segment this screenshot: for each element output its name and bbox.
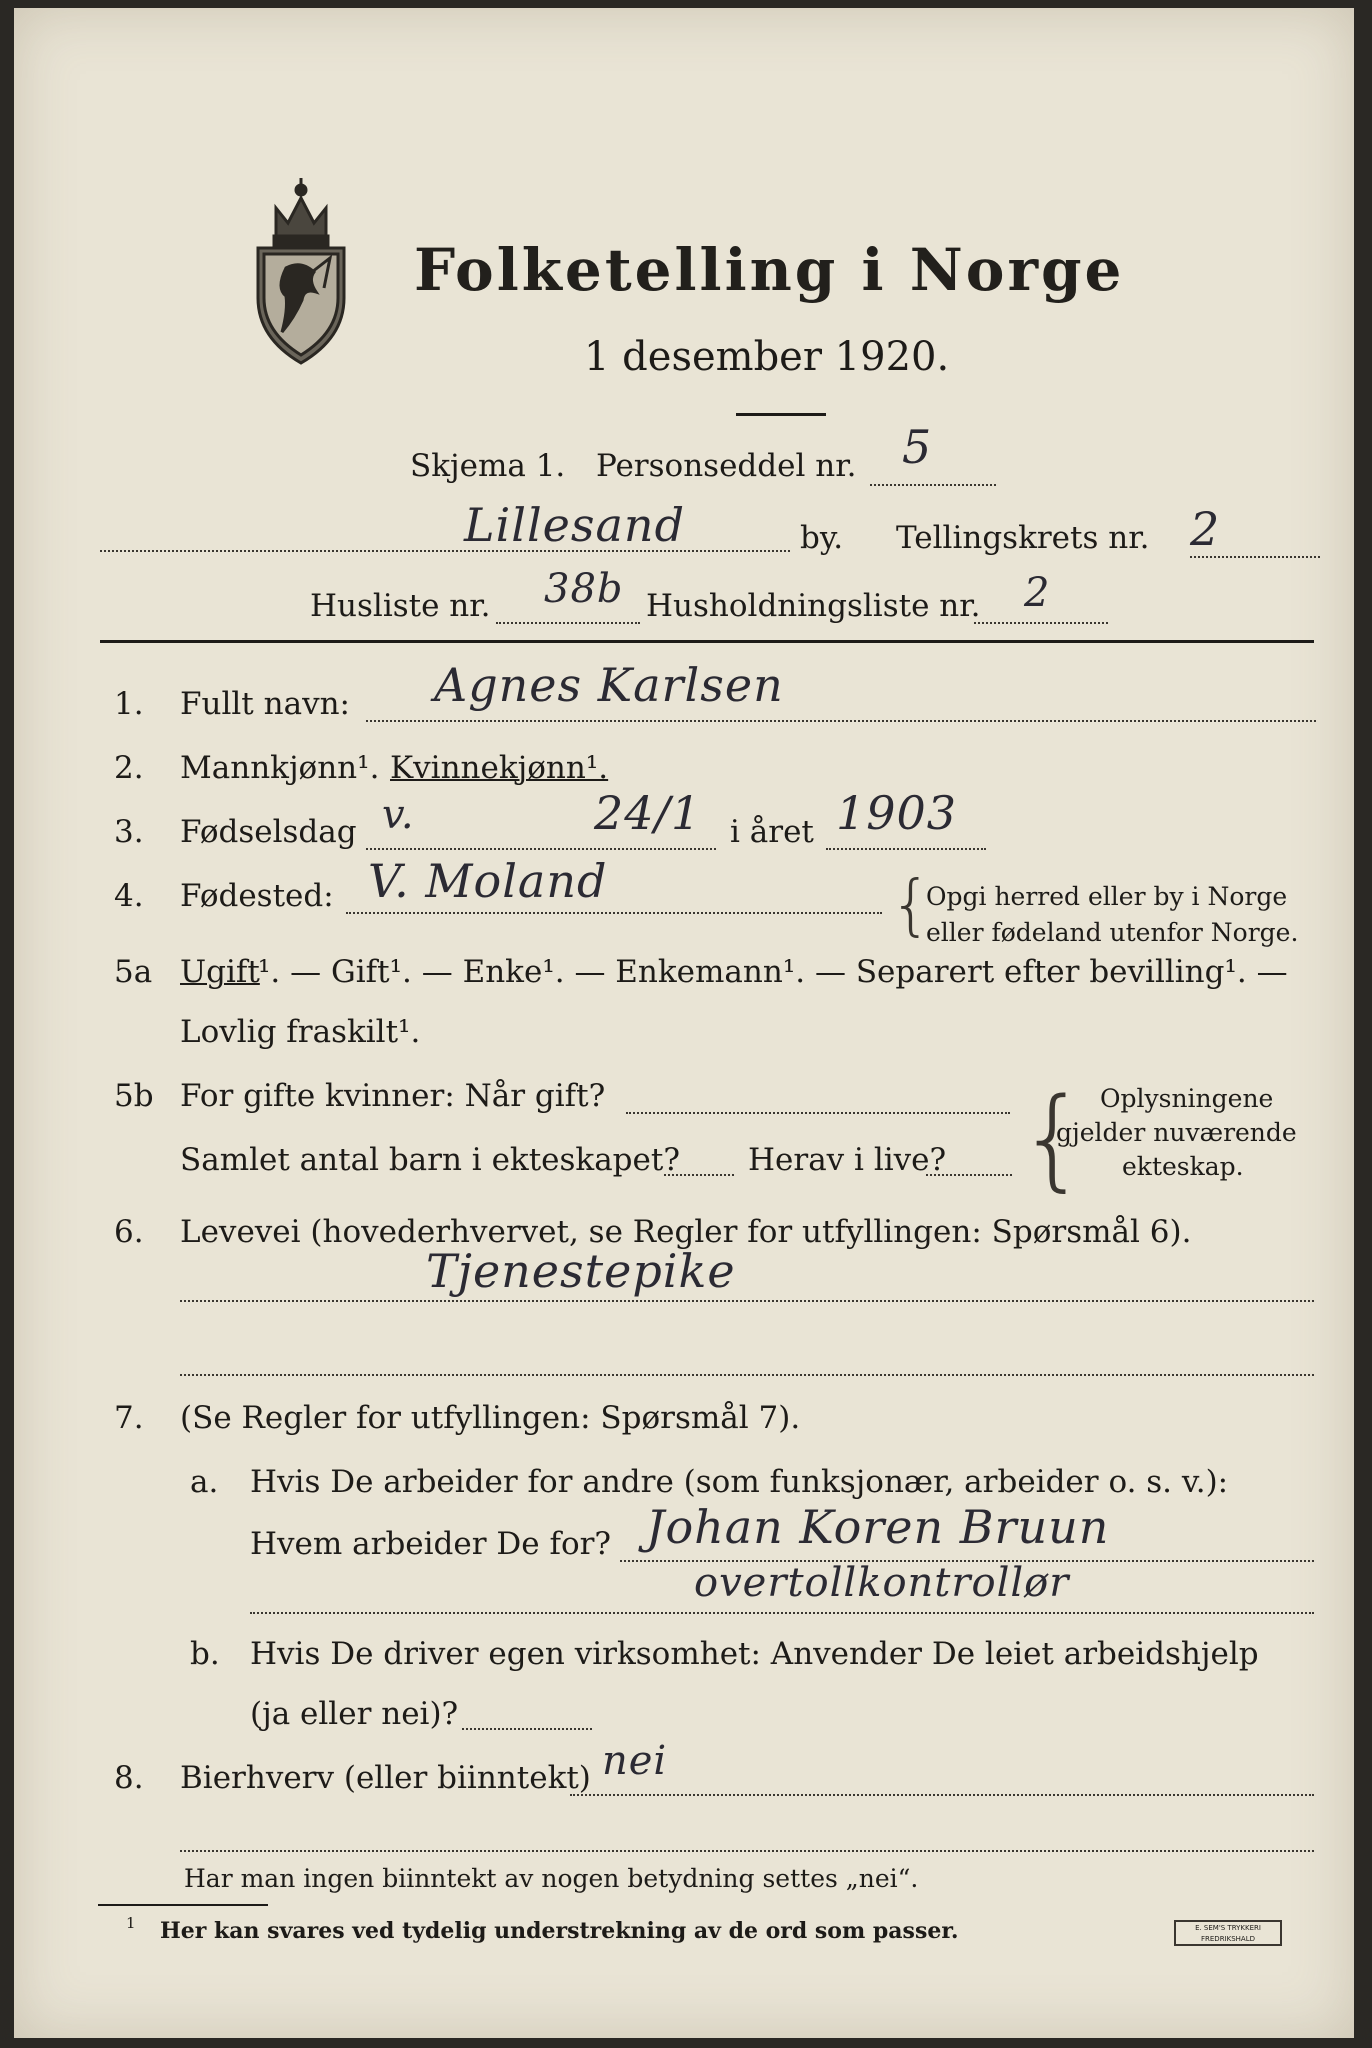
q4-note-line2: eller fødeland utenfor Norge.: [926, 918, 1299, 947]
q5b-married-line: [626, 1112, 1010, 1114]
by-value: Lillesand: [464, 498, 686, 552]
footnote-rule: [98, 1904, 268, 1906]
printer-stamp-line2: FREDRIKSHALD: [1200, 1935, 1255, 1943]
q3-year-value: 1903: [836, 786, 958, 840]
q8-number: 8.: [114, 1760, 144, 1796]
q5a-number: 5a: [114, 954, 153, 990]
printer-stamp-line1: E. SEM'S TRYKKERI: [1195, 1924, 1261, 1932]
q6-number: 6.: [114, 1214, 144, 1250]
q7b-letter: b.: [190, 1636, 220, 1672]
q3-label: Fødselsdag: [180, 814, 357, 850]
q5a-line2: Lovlig fraskilt¹.: [180, 1014, 421, 1050]
personseddel-line: [870, 484, 996, 486]
q4-number: 4.: [114, 878, 144, 914]
q7a-employer-title: overtollkontrollør: [694, 1560, 1070, 1606]
footnote-text: Her kan svares ved tydelig understrekning av de ord som passer.: [160, 1918, 959, 1944]
husholdning-label: Husholdningsliste nr.: [646, 588, 981, 624]
q5b-children-label: Samlet antal barn i ekteskapet?: [180, 1142, 680, 1178]
q5b-alive-line: [926, 1174, 1012, 1176]
husliste-label: Husliste nr.: [310, 588, 491, 624]
q2-kvinnekjonn-underlined: Kvinnekjønn¹.: [390, 750, 609, 786]
q6-label: Levevei (hovederhvervet, se Regler for utfyllingen: Spørsmål 6).: [180, 1214, 1192, 1250]
q5b-brace: {: [1018, 1074, 1088, 1202]
q6-line2: [180, 1374, 1314, 1376]
husliste-value: 38b: [544, 566, 624, 612]
norwegian-coat-of-arms-icon: [246, 168, 356, 368]
q2-number: 2.: [114, 750, 144, 786]
q8-value: nei: [602, 1738, 668, 1784]
q7a-letter: a.: [190, 1464, 219, 1500]
personseddel-label: Personseddel nr.: [596, 448, 857, 484]
biinntekt-note: Har man ingen biinntekt av nogen betydning settes „nei“.: [184, 1864, 919, 1893]
q5b-children-line: [664, 1174, 734, 1176]
tellingskrets-value: 2: [1190, 502, 1221, 556]
printer-stamp: [1174, 1920, 1282, 1946]
q4-note-line1: Opgi herred eller by i Norge: [926, 882, 1288, 911]
q1-number: 1.: [114, 686, 144, 722]
q5b-alive-label: Herav i live?: [748, 1142, 947, 1178]
by-label: by.: [800, 520, 844, 556]
q7b-line1: Hvis De driver egen virksomhet: Anvender De leiet arbeidshjelp: [250, 1636, 1259, 1672]
q3-day-value: 24/1: [594, 786, 702, 840]
husholdning-value: 2: [1024, 570, 1051, 616]
q3-prefix: v.: [382, 792, 415, 838]
q5b-line1: For gifte kvinner: Når gift?: [180, 1078, 606, 1114]
husholdning-line: [974, 622, 1108, 624]
tellingskrets-line: [1190, 556, 1320, 558]
q3-number: 3.: [114, 814, 144, 850]
title-divider: [736, 413, 826, 416]
q4-line: [346, 912, 882, 914]
q3-year-label: i året: [730, 814, 814, 850]
q7-label: (Se Regler for utfyllingen: Spørsmål 7).: [180, 1400, 801, 1436]
footnote-mark: 1: [126, 1914, 136, 1932]
q1-line: [366, 720, 1316, 722]
form-title: Folketelling i Norge: [414, 236, 1125, 304]
q5b-note-line3: ekteskap.: [1122, 1152, 1244, 1181]
q8-line1: [570, 1794, 1314, 1796]
census-form-page: [14, 8, 1354, 2038]
q6-line1: [180, 1300, 1314, 1302]
by-line: [100, 550, 790, 552]
skjema-label: Skjema 1.: [410, 448, 566, 484]
q1-value: Agnes Karlsen: [434, 658, 784, 712]
q5b-note-line1: Oplysningene: [1100, 1084, 1274, 1113]
q7a-employer-value: Johan Koren Bruun: [646, 1500, 1110, 1554]
q3-year-line: [826, 848, 986, 850]
q8-label: Bierhverv (eller biinntekt): [180, 1760, 591, 1796]
q6-value: Tjenestepike: [426, 1244, 736, 1298]
husliste-line: [496, 622, 640, 624]
q7b-line2: (ja eller nei)?: [250, 1696, 459, 1732]
q4-label: Fødested:: [180, 878, 334, 914]
census-date: 1 desember 1920.: [584, 334, 950, 380]
personseddel-value: 5: [902, 420, 933, 474]
tellingskrets-label: Tellingskrets nr.: [896, 520, 1150, 556]
q4-value: V. Moland: [368, 854, 608, 908]
q1-label: Fullt navn:: [180, 686, 350, 722]
q7b-line: [462, 1728, 592, 1730]
q5a-ugift-underlined: Ugift: [180, 954, 260, 990]
q7a-line1: Hvis De arbeider for andre (som funksjonær, arbeider o. s. v.):: [250, 1464, 1229, 1500]
q7a-line-employer2: [250, 1612, 1314, 1614]
q7a-line2: Hvem arbeider De for?: [250, 1526, 612, 1562]
q5a-options: ¹. — Gift¹. — Enke¹. — Enkemann¹. — Separert efter bevilling¹. —: [258, 954, 1288, 990]
q5b-number: 5b: [114, 1078, 154, 1114]
q2-mannkjonn: Mannkjønn¹.: [180, 750, 380, 786]
q4-brace: {: [890, 866, 932, 943]
q7-number: 7.: [114, 1400, 144, 1436]
q3-day-line: [366, 848, 716, 850]
q5b-note-line2: gjelder nuværende: [1056, 1118, 1297, 1147]
header-rule: [100, 640, 1314, 643]
q8-line2: [180, 1850, 1314, 1852]
